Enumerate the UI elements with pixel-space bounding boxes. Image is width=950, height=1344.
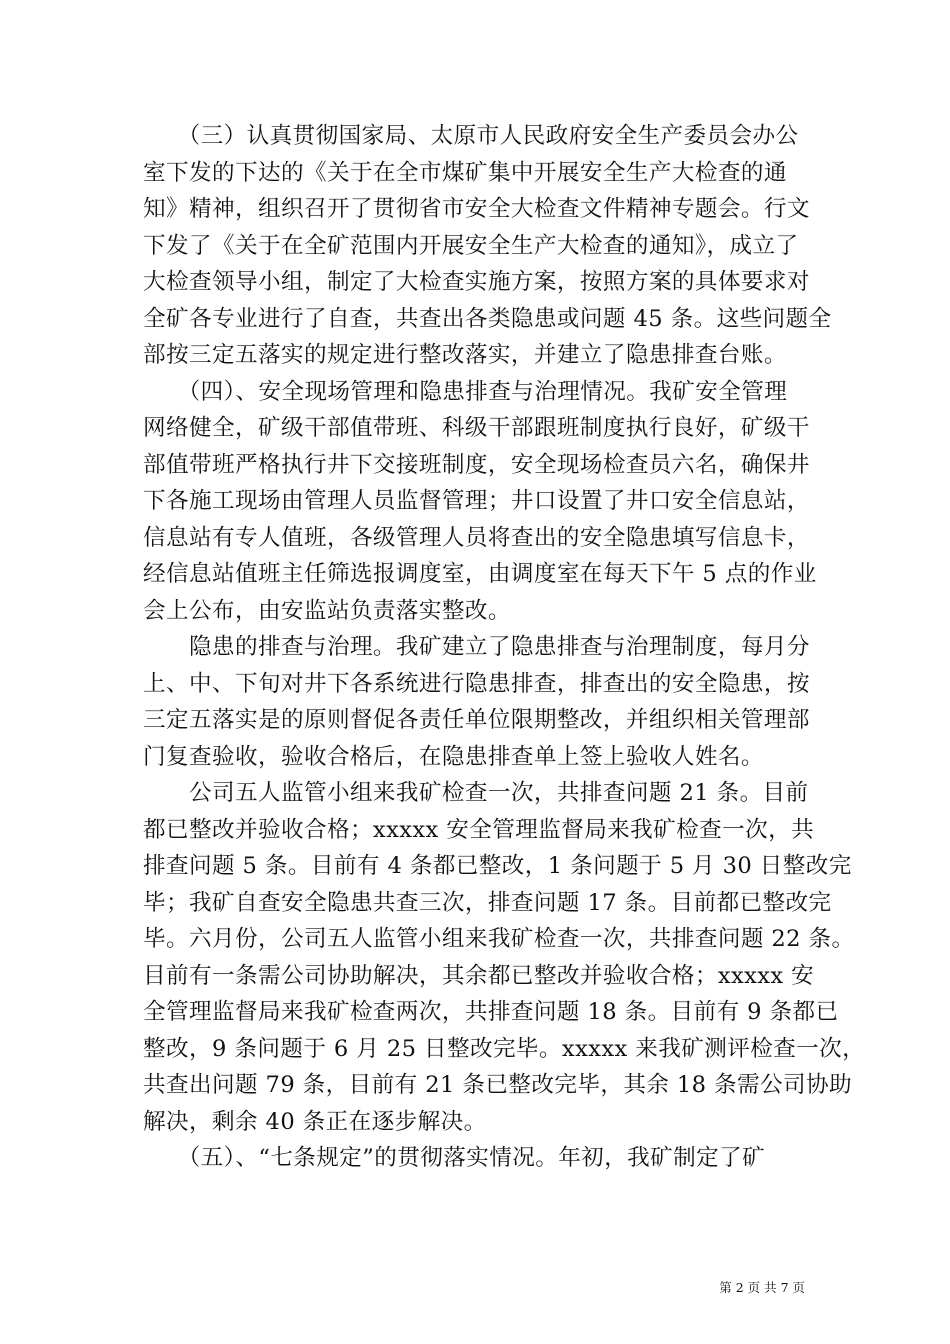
text-line: 共查出问题 79 条，目前有 21 条已整改完毕，其余 18 条需公司协助	[143, 1072, 852, 1098]
text-line: 门复查验收，验收合格后，在隐患排查单上签上验收人姓名。	[143, 743, 764, 770]
text-line: 排查问题 5 条。目前有 4 条都已整改，1 条问题于 5 月 30 日整改完	[143, 853, 852, 879]
text-line: 知》精神，组织召开了贯彻省市安全大检查文件精神专题会。行文	[143, 196, 810, 222]
text-line: 毕；我矿自查安全隐患共查三次，排查问题 17 条。目前都已整改完	[143, 889, 832, 916]
text-line: 全管理监督局来我矿检查两次，共排查问题 18 条。目前有 9 条都已	[143, 999, 839, 1025]
text-line: （三）认真贯彻国家局、太原市人民政府安全生产委员会办公	[143, 123, 799, 149]
text-line: 信息站有专人值班，各级管理人员将查出的安全隐患填写信息卡，	[143, 524, 810, 551]
page-number: 第 2 页 共 7 页	[719, 1280, 805, 1295]
paragraph-hazard-check	[143, 629, 811, 775]
text-line: 隐患的排查与治理。我矿建立了隐患排查与治理制度，每月分	[143, 634, 810, 660]
text-line: 都已整改并验收合格；xxxxx 安全管理监督局来我矿检查一次，共	[143, 816, 815, 843]
text-line: 经信息站值班主任筛选报调度室，由调度室在每天下午 5 点的作业	[143, 561, 817, 587]
text-line: 上、中、下旬对井下各系统进行隐患排查，排查出的安全隐患，按	[143, 670, 810, 697]
text-line: （四）、安全现场管理和隐患排查与治理情况。我矿安全管理	[143, 378, 788, 405]
paragraph-inspection-results	[143, 775, 866, 1140]
paragraph-section-4	[143, 374, 817, 630]
paragraph-section-3	[143, 118, 832, 374]
text-line: 大检查领导小组，制定了大检查实施方案，按照方案的具体要求对	[143, 269, 810, 295]
text-line: 部按三定五落实的规定进行整改落实，并建立了隐患排查台账。	[143, 342, 787, 368]
text-line: 公司五人监管小组来我矿检查一次，共排查问题 21 条。目前	[143, 780, 809, 806]
text-line: 会上公布，由安监站负责落实整改。	[143, 597, 511, 624]
text-line: 全矿各专业进行了自查，共查出各类隐患或问题 45 条。这些问题全	[143, 305, 832, 332]
text-line: 三定五落实是的原则督促各责任单位限期整改，并组织相关管理部	[143, 707, 810, 733]
text-line: 解决，剩余 40 条正在逐步解决。	[143, 1108, 487, 1135]
text-line: 毕。六月份，公司五人监管小组来我矿检查一次，共排查问题 22 条。	[143, 926, 855, 952]
text-line: 下发了《关于在全矿范围内开展安全生产大检查的通知》，成立了	[143, 232, 799, 259]
text-line: 下各施工现场由管理人员监督管理；井口设置了井口安全信息站，	[143, 488, 810, 514]
text-line: 网络健全，矿级干部值带班、科级干部跟班制度执行良好，矿级干	[143, 415, 810, 441]
document-body	[143, 118, 866, 1177]
text-line: 室下发的下达的《关于在全市煤矿集中开展安全生产大检查的通	[143, 159, 787, 186]
paragraph-section-5	[143, 1140, 811, 1177]
text-line: 部值带班严格执行井下交接班制度，安全现场检查员六名，确保井	[143, 451, 810, 478]
text-line: （五）、“七条规定”的贯彻落实情况。年初，我矿制定了矿	[143, 1145, 766, 1171]
text-line: 目前有一条需公司协助解决，其余都已整改并验收合格；xxxxx 安	[143, 962, 815, 989]
text-line: 整改，9 条问题于 6 月 25 日整改完毕。xxxxx 来我矿测评检查一次，	[143, 1035, 866, 1062]
